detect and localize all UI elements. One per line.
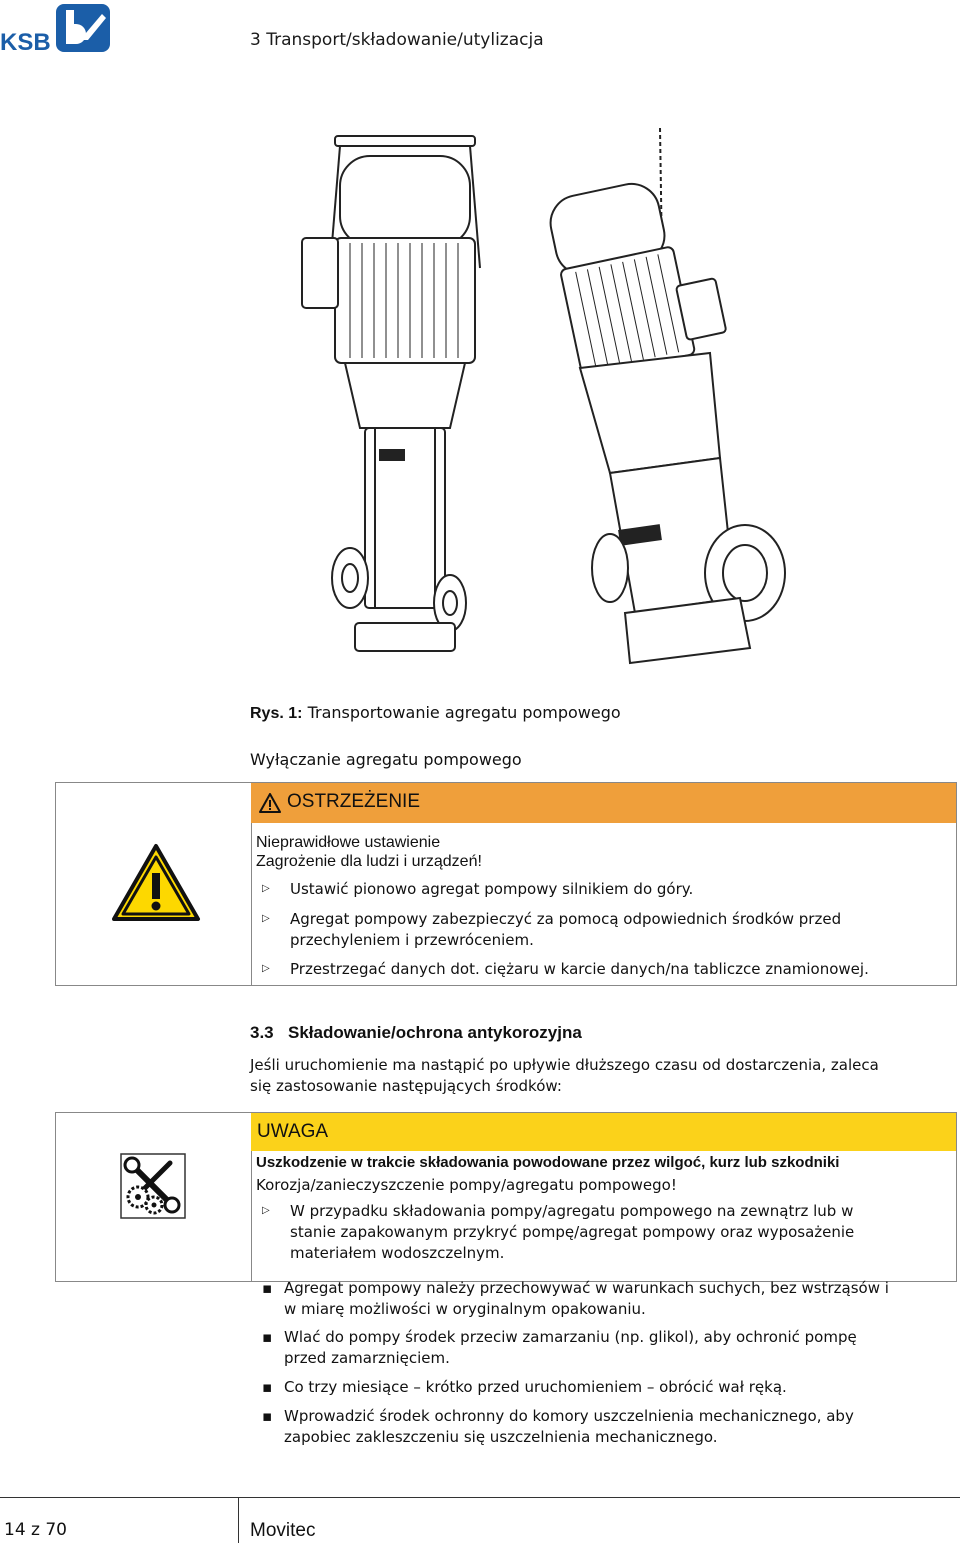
warning-triangle-icon <box>111 843 201 923</box>
section-intro-line: Jeśli uruchomienie ma nastąpić po upływie dłuższego czasu od dostarczenia, zaleca <box>250 1056 879 1074</box>
section-intro-line: się zastosowanie następujących środków: <box>250 1077 562 1095</box>
warning-signal-bar <box>251 783 956 823</box>
section-title: Składowanie/ochrona antykorozyjna <box>288 1023 582 1042</box>
square-bullet-icon: ▪ <box>262 1279 273 1297</box>
square-bullet-icon: ▪ <box>262 1378 273 1396</box>
figure-caption-label: Rys. 1: <box>250 705 303 722</box>
ksb-logo <box>0 4 112 52</box>
section-number: 3.3 <box>250 1023 274 1042</box>
square-bullet-icon: ▪ <box>262 1407 273 1425</box>
page-number: 14 z 70 <box>4 1520 67 1540</box>
footer-divider <box>0 1497 960 1498</box>
notice-signal-word: UWAGA <box>257 1121 329 1142</box>
triangle-bullet-icon: ▷ <box>262 1205 270 1216</box>
product-name: Movitec <box>250 1520 316 1541</box>
triangle-bullet-icon: ▷ <box>262 883 270 894</box>
notice-title: Uszkodzenie w trakcie składowania powodowane przez wilgoć, kurz lub szkodniki <box>256 1154 840 1171</box>
warning-icon-cell <box>56 783 252 985</box>
notice-box <box>55 1112 957 1282</box>
footer-vertical-divider <box>238 1497 239 1543</box>
notice-consequence: Korozja/zanieczyszczenie pompy/agregatu pompowego! <box>256 1176 677 1194</box>
ksb-logo-text: KSB <box>0 29 51 52</box>
wrench-gears-icon <box>120 1153 186 1219</box>
warning-title: Nieprawidłowe ustawienie <box>256 834 441 851</box>
section-heading <box>250 1023 582 1043</box>
warning-consequence: Zagrożenie dla ludzi i urządzeń! <box>256 853 482 870</box>
pump-vertical-drawing <box>302 136 480 651</box>
pump-transport-illustration <box>280 128 800 688</box>
notice-signal-bar <box>251 1113 956 1151</box>
triangle-bullet-icon: ▷ <box>262 913 270 924</box>
warning-small-triangle-icon <box>259 793 281 813</box>
figure-caption-text: Transportowanie agregatu pompowego <box>307 703 621 722</box>
subheading: Wyłączanie agregatu pompowego <box>250 750 522 769</box>
triangle-bullet-icon: ▷ <box>262 963 270 974</box>
figure-caption <box>250 703 621 723</box>
section-header-title: 3 Transport/składowanie/utylizacja <box>250 30 544 50</box>
warning-signal-word: OSTRZEŻENIE <box>287 791 421 812</box>
notice-icon-cell <box>56 1113 252 1281</box>
pump-tilted-drawing <box>545 128 785 663</box>
square-bullet-icon: ▪ <box>262 1328 273 1346</box>
